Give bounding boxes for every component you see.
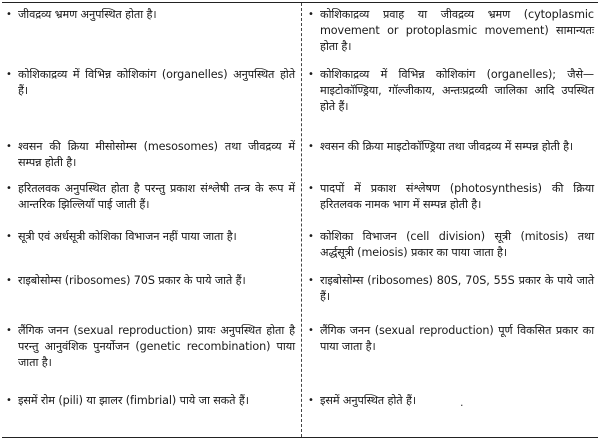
left-text: • श्वसन की क्रिया मीसोसोम्स (mesosomes) तथा जीवद्रव्य में सम्पन्न होती है। xyxy=(6,140,295,169)
bullet-icon: • xyxy=(308,325,314,336)
bullet-icon: • xyxy=(6,141,12,152)
bullet-icon: • xyxy=(6,325,12,336)
left-cell xyxy=(2,229,301,265)
left-text: • लैंगिक जनन (sexual reproduction) प्रायः अनुपस्थित होता है परन्तु आनुवंशिक पुनर्योजन (genetic recombination) पाया जाता है। xyxy=(6,324,295,369)
right-cell xyxy=(304,323,598,383)
right-cell xyxy=(304,229,598,265)
right-cell xyxy=(304,273,598,309)
stray-mark: · xyxy=(460,399,464,412)
left-cell xyxy=(2,393,301,433)
right-text: • कोशिकाद्रव्य प्रवाह या जीवद्रव्य भ्रमण (cytoplasmic movement or protoplasmic movement) सामान्यतः होता है। xyxy=(308,8,594,53)
comparison-table xyxy=(2,2,598,438)
left-cell xyxy=(2,181,301,217)
bullet-icon: • xyxy=(308,395,314,406)
table-row xyxy=(2,273,598,309)
left-cell xyxy=(2,139,301,175)
right-text: • कोशिका विभाजन (cell division) सूत्री (mitosis) तथा अर्द्धसूत्री (meiosis) प्रकार का पाया जाता है। xyxy=(308,230,594,259)
bullet-icon: • xyxy=(6,231,12,242)
left-text: • कोशिकाद्रव्य में विभिन्न कोशिकांग (organelles) अनुपस्थित होते हैं। xyxy=(6,68,295,97)
left-text: • हरितलवक अनुपस्थित होता है परन्तु प्रकाश संश्लेषी तन्त्र के रूप में आन्तरिक झिल्लियाँ पाई जाती हैं। xyxy=(6,182,295,211)
bullet-icon: • xyxy=(6,69,12,80)
bullet-icon: • xyxy=(6,9,12,20)
right-cell xyxy=(304,393,598,433)
left-cell xyxy=(2,323,301,383)
bullet-icon: • xyxy=(308,141,314,152)
left-cell xyxy=(2,273,301,309)
right-cell xyxy=(304,139,598,175)
right-text: • पादपों में प्रकाश संश्लेषण (photosynthesis) की क्रिया हरितलवक नामक भाग में सम्पन्न होती है। xyxy=(308,182,594,211)
table-row xyxy=(2,229,598,265)
bullet-icon: • xyxy=(308,275,314,286)
bullet-icon: • xyxy=(6,183,12,194)
right-cell xyxy=(304,67,598,119)
right-text: • लैंगिक जनन (sexual reproduction) पूर्ण विकसित प्रकार का पाया जाता है। xyxy=(308,324,594,353)
left-text: • इसमें रोम (pili) या झालर (fimbrial) पाये जा सकते हैं। xyxy=(6,394,249,407)
table-row xyxy=(2,393,598,433)
left-text: • जीवद्रव्य भ्रमण अनुपस्थित होता है। xyxy=(6,8,157,21)
table-row xyxy=(2,67,598,119)
bullet-icon: • xyxy=(6,275,12,286)
right-text: • इसमें अनुपस्थित होते हैं। xyxy=(308,394,416,407)
left-cell xyxy=(2,7,301,59)
left-text: • राइबोसोम्स (ribosomes) 70S प्रकार के पाये जाते हैं। xyxy=(6,274,246,287)
table-row xyxy=(2,323,598,383)
left-cell xyxy=(2,67,301,119)
bullet-icon: • xyxy=(308,183,314,194)
table-row xyxy=(2,181,598,217)
bullet-icon: • xyxy=(308,231,314,242)
right-text: • कोशिकाद्रव्य में विभिन्न कोशिकांग (organelles); जैसे—माइटोकॉण्ड्रिया, गॉल्जीकाय, अन्तःप्रद्रव्यी जालिका आदि उपस्थित होते हैं। xyxy=(308,68,594,113)
right-cell xyxy=(304,7,598,59)
right-text: • श्वसन की क्रिया माइटोकॉण्ड्रिया तथा जीवद्रव्य में सम्पन्न होती है। xyxy=(308,140,574,153)
bullet-icon: • xyxy=(308,9,314,20)
right-cell xyxy=(304,181,598,217)
table-row xyxy=(2,7,598,59)
bullet-icon: • xyxy=(308,69,314,80)
bullet-icon: • xyxy=(6,395,12,406)
right-text: • राइबोसोम्स (ribosomes) 80S, 70S, 55S प्रकार के पाये जाते हैं। xyxy=(308,274,594,303)
left-text: • सूत्री एवं अर्धसूत्री कोशिका विभाजन नहीं पाया जाता है। xyxy=(6,230,237,243)
table-row xyxy=(2,139,598,175)
